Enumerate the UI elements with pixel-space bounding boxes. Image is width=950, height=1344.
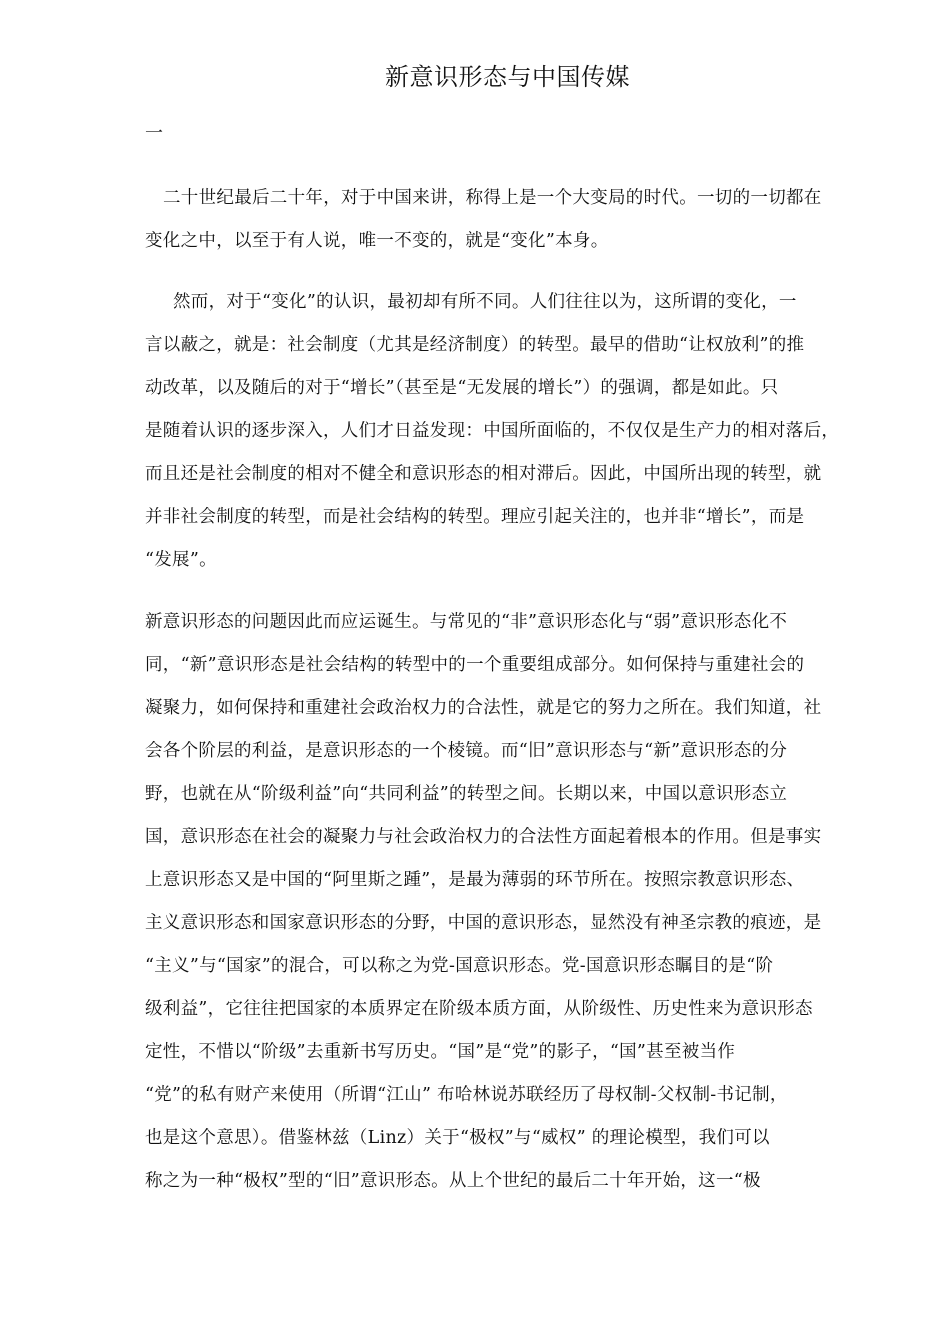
paragraph-line: 新意识形态的问题因此而应运诞生。与常见的“非”意识形态化与“弱”意识形态化不 — [145, 612, 788, 632]
paragraph-line: 变化之中，以至于有人说，唯一不变的，就是“变化”本身。 — [145, 231, 609, 251]
paragraph-line: 称之为一种“极权”型的“旧”意识形态。从上个世纪的最后二十年开始，这一“极 — [145, 1171, 761, 1191]
paragraph-line: 凝聚力，如何保持和重建社会政治权力的合法性，就是它的努力之所在。我们知道，社 — [145, 698, 822, 718]
paragraph-line: 上意识形态又是中国的“阿里斯之踵”，是最为薄弱的环节所在。按照宗教意识形态、 — [145, 870, 805, 890]
paragraph-line: 会各个阶层的利益，是意识形态的一个棱镜。而“旧”意识形态与“新”意识形态的分 — [145, 741, 788, 761]
paragraph-line: 言以蔽之，就是：社会制度（尤其是经济制度）的转型。最早的借助“让权放利”的推 — [145, 335, 805, 355]
paragraph-line: “发展”。 — [145, 550, 217, 570]
document-title: 新意识形态与中国传媒 — [385, 63, 630, 91]
paragraph-line: 野，也就在从“阶级利益”向“共同利益”的转型之间。长期以来，中国以意识形态立 — [145, 784, 788, 804]
paragraph-line: “党”的私有财产来使用（所谓“江山” 布哈林说苏联经历了母权制-父权制-书记制， — [145, 1085, 788, 1105]
paragraph-line: 定性，不惜以“阶级”去重新书写历史。“国”是“党”的影子，“国”甚至被当作 — [145, 1042, 736, 1062]
section-number: 一 — [145, 123, 163, 144]
paragraph-line: 级利益”，它往往把国家的本质界定在阶级本质方面，从阶级性、历史性来为意识形态 — [145, 999, 813, 1019]
paragraph-line: 二十世纪最后二十年，对于中国来讲，称得上是一个大变局的时代。一切的一切都在 — [163, 188, 822, 208]
paragraph-line: 并非社会制度的转型，而是社会结构的转型。理应引起关注的，也并非“增长”，而是 — [145, 507, 805, 527]
paragraph-line: 而且还是社会制度的相对不健全和意识形态的相对滞后。因此，中国所出现的转型，就 — [145, 464, 822, 484]
paragraph-line: “主义”与“国家”的混合，可以称之为党-国意识形态。党-国意识形态瞩目的是“阶 — [145, 956, 774, 976]
paragraph-line: 是随着认识的逐步深入，人们才日益发现：中国所面临的，不仅仅是生产力的相对落后， — [145, 421, 840, 441]
paragraph-line: 然而，对于“变化”的认识，最初却有所不同。人们往往以为，这所谓的变化，一 — [173, 292, 797, 312]
paragraph-line: 主义意识形态和国家意识形态的分野，中国的意识形态，显然没有神圣宗教的痕迹，是 — [145, 913, 822, 933]
paragraph-line: 同，“新”意识形态是社会结构的转型中的一个重要组成部分。如何保持与重建社会的 — [145, 655, 805, 675]
paragraph-line: 也是这个意思）。借鉴林兹（Linz）关于“极权”与“威权” 的理论模型，我们可以 — [145, 1128, 770, 1148]
paragraph-line: 动改革，以及随后的对于“增长”（甚至是“无发展的增长”）的强调，都是如此。只 — [145, 378, 779, 398]
paragraph-line: 国，意识形态在社会的凝聚力与社会政治权力的合法性方面起着根本的作用。但是事实 — [145, 827, 822, 847]
